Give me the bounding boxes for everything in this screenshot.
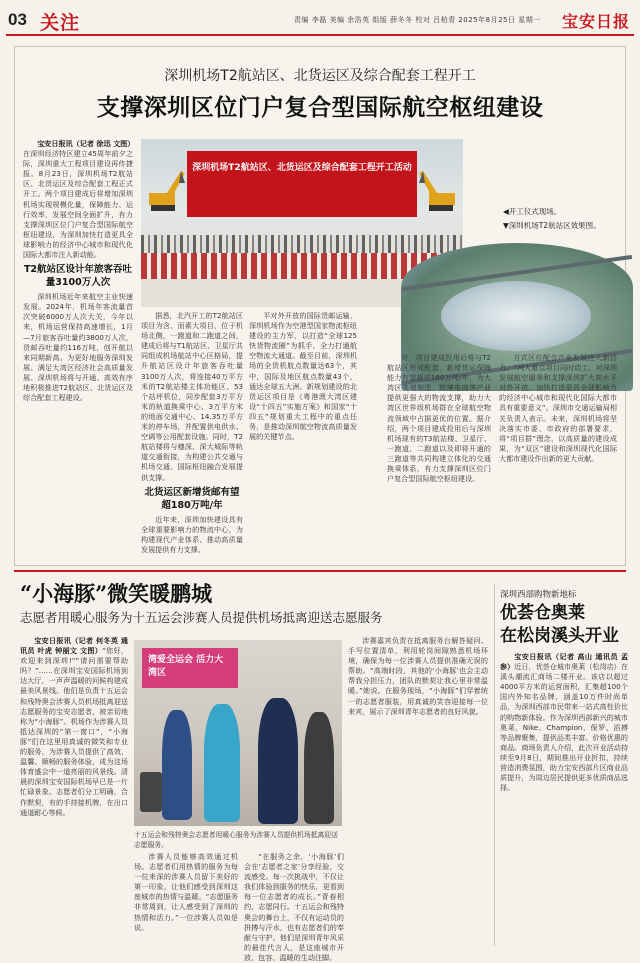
story-volunteer-byline: 宝安日报讯（记者 何冬英 通讯员 叶虎 钟丽文 文图）: [20, 636, 128, 656]
excavator-icon: [147, 163, 187, 213]
paper-masthead: 宝安日报: [561, 12, 630, 31]
caption-ceremony: ◀开工仪式现场。: [503, 207, 562, 216]
story-volunteer-headline: “小海豚”微笑暖鹏城: [20, 581, 213, 606]
traveler-figure: [304, 712, 334, 824]
story-airport-col3: [249, 311, 357, 555]
story-airport-col2b: 近年来，深圳加快建设具有全球重要影响力的物流中心，为构建现代产业体系、推动高质量发展提供有力支撑。: [141, 514, 243, 554]
story-airport-col1: [23, 139, 133, 549]
page-header: [6, 6, 634, 36]
volunteer-figure: [204, 704, 240, 822]
games-banner: 湾爱全运会 活力大湾区: [142, 648, 238, 688]
audience-crowd: [141, 235, 463, 253]
story-airport-byline: 宝安日报讯（记者 徐迅 文图）: [37, 139, 135, 148]
story-volunteer-col3b: [244, 852, 344, 962]
story-volunteer-col3: [348, 636, 488, 948]
section-title: 关注: [40, 12, 81, 34]
story-airport-col5-text: 方式区位配合产业发展注入新活力。“两大重点项目同时动工，对深圳发展航空服务和支撑深圳扩大高水平对外开放、加快打造更具全球影响力的经济中心城市和现代化国际大都市具有重要意义”。深圳市交通运输局相关负责人表示。未来，深圳机场将坚决落实市委、市政府的部署要求，将“项目群”理念，以高质量的建设成果，为“双区”建设和深圳现代化国际大都市建设作出新的更大贡献。: [499, 353, 617, 463]
story-outlet-body: [500, 652, 628, 948]
story-airport-col5: [499, 353, 617, 555]
story-airport-lead: 在深圳经济特区建立45周年前夕之际，深圳重大工程项目建设再传捷报。8月23日，深圳机场T2航站区、北货运区及综合配套工程正式开工。两个项目建成后将增加深圳机场实现规模化量，保障能力、运行效率，发展空间全面扩升，有力支撑深圳区位门户复合型国际航空枢纽建设，为深圳加快打造更具全球影响力的经济中心城市和现代化国际大都市注入新动能。: [23, 149, 133, 260]
story-airport-kicker: 深圳机场T2航站区、北货运区及综合配套工程开工: [164, 68, 476, 84]
story-outlet-byline: 宝安日报讯（记者 高山 通讯员 孟参）: [500, 652, 628, 672]
story-airport-col1b: 深圳机场近年来航空主业快速发展。2024年，机场年客流量首次突破6000万人次大关，今年以来，机场运营保持高速增长，1月—7月旅客吞吐量约3800万人次，货邮吞吐量约116万吨，创开航以来同期新高。为更好地服务深圳发展、满足大湾区经济社会高质量发展、深圳机场将与开通、高效有序地积极推进T2航站区、北货运区及综合配套工程建设。: [23, 292, 133, 403]
story-volunteer-col1: [20, 636, 128, 948]
section-divider: [14, 570, 626, 572]
story-volunteer-subhead: 志愿者用暖心服务为十五运会涉赛人员提供机场抵离迎送志愿服务: [20, 610, 383, 625]
story-volunteer-col3b-text: “在服务之余，‘小海豚’们会在‘志愿者之家’分享经验，交流感受。每一次挑战中，不仅让我们体验到服务的快乐，更看到每一位志愿者的成长。”青春相约，志愿同行。十五运会和残特奥会的舞台上，不仅有运动员的拼搏与汗水，也有志愿者们的奉献与守护。他们是深圳青年风采的最佳代言人，是这座城市开放、包容、温暖的生动注脚。: [244, 852, 344, 962]
story-airport-subhead1: T2航站区设计年旅客吞吐量3100万人次: [23, 264, 133, 289]
terminal-building: [441, 281, 591, 351]
story-outlet-headline-line1: 优荟仓奥莱: [500, 603, 585, 623]
story-volunteer-col2: [134, 852, 238, 948]
story-airport: [14, 46, 626, 566]
story-volunteer-col3-text: 涉赛嘉宾负责在抵离服务台解答疑问、手写位置清单，利用轮岗间隙熟悉机场环境，确保为每一位涉赛人员提供准确无误的帮助。“高端时段，其他的‘小海豚’也会主动帮我分担压力，团队的默契让我心里非常温暖。”她说。在服务现场，“小海豚”们穿着统一的志愿者服装，用真诚的笑容迎接每一位来宾，展示了深圳青年志愿者的良好风貌。: [348, 636, 488, 716]
volunteer-photo: [134, 640, 342, 826]
story-outlet-kicker: 深圳西部购物新地标: [500, 590, 577, 600]
story-outlet-headline: [500, 602, 619, 648]
story-outlet-text: 近日，优荟仓城市奥莱（松岗店）在溪头潮流汇商场二楼开业。该店以超过4000平方米的运营面积，汇集超100个国内外知名品牌，涵盖10万件时尚单品，为深圳西部市民带来一站式高性价比的购物新体验。作为深圳西部新兴的城市奥莱，Nike、Champion、保罗、滔搏等品牌聚集，提供品类丰富、价格优惠的商品。商场负责人介绍，此次开业活动持续至9月8日，期间推出开业折扣，持续营造消费氛围，助力宝安西部片区商业品质提升，为周边居民提供更多优质商品选择。: [500, 662, 629, 793]
story-volunteer-col2-text: 涉赛人员能够高效通过机场。志愿者们用热情的服务为每一位来深的涉赛人员留下美好的第一印象，让他们感受到深圳这座城市的热情与温暖。“志愿服务非常周到，让人感受到了深圳的热情和活力。”一位涉赛人员如是说。: [134, 852, 238, 932]
story-airport-col4: [387, 353, 491, 555]
story-airport-subhead2: 北货运区新增货邮有望超180万吨/年: [144, 486, 240, 511]
story-airport-headline: 支撑深圳区位门户复合型国际航空枢纽建设: [96, 94, 544, 121]
volunteer-figure: [162, 710, 192, 820]
suitcase: [140, 772, 162, 812]
story-outlet-headline-line2: 在松岗溪头开业: [500, 626, 619, 646]
ceremony-backdrop: [187, 151, 417, 217]
athlete-figure: [258, 698, 298, 824]
excavator-icon: [417, 163, 457, 213]
volunteer-photo-caption: 十五运会和残特奥会志愿者用暖心服务为涉赛人员提供机场抵离迎送志愿服务。: [134, 831, 338, 849]
story-airport-col4-text: 对，项目建成投用后将与T2航站区形成配套，新增货运保障能力有望超过180万吨/年，为大湾区高端制造、跨境电商等产业提供更强大的物流支撑，助力大湾区世界级机场群在全球航空物流领域中占据更优的位置。据介绍，两个项目建成投用后与深圳机场现有的T3航站楼、卫星厅、一跑道、二跑道以及即将开通的三跑道等共同构建立体化的交通换乘体系，有力支撑深圳区位门户复合型国际航空枢纽建设。: [387, 353, 491, 484]
caption-rendering: ▼深圳机场T2航站区效果图。: [503, 221, 601, 230]
story-airport-col2-text: 据悉，北汽开工的T2航站区项目为含、而素大项目，位于机场北侧，一跑道和二跑道之间，建成后将与T1航站区、卫星厅共同组成机场航站中心区格局，提升航站区设计年旅客吞吐量3100万人次，将连接40万平方米的T2航站楼主体功能区、53个站坪机位，同步配套3万平方米的轨道换乘中心、3万平方米的地面交通中心、14.35万平方米的停车场，并配置供电供水、空调等公用配套设施。同时，T2航站楼将与穗深、深大城际等轨道交通衔接，为构建公共交通与机场交通、国际枢纽融合发展提供支撑。: [141, 311, 243, 482]
story-airport-col3-text: 平对外开放的国际货邮运输，深圳机场作为空港型国家物流枢纽建设的主力军，以打造“全球125快货物流圈”为抓手，全力打通航空物流大通道。截至目前，深圳机场的全货机航点数量达63个，其中，国际及地区航点数量43个，通达全球五大洲。新规划建设的北货运区项目是《粤港澳大湾区建设“十四五”实施方案》和国家“十四五”规划重大工程中的重点任务，是推动深圳航空物流高质量发展的关键节点。: [249, 311, 357, 442]
column-rule: [494, 584, 495, 946]
ceremony-backdrop-title: 深圳机场T2航站区、北货运区及综合配套工程开工活动: [192, 163, 412, 173]
story-volunteer-lead: “您好，欢迎来到深圳!”“请问需要帮助吗？”……在深圳宝安国际机场到达大厅，一声声温暖的问候构建成最美风景线。他们是负责十五运会和残特奥会涉赛人员机场抵离迎送志愿服务的宝安志愿者，被亲切地称为“小海豚”。机场作为涉赛人员抵达深圳的“第一窗口”，“小海豚”们在这里用真诚的微笑和专业的服务，为涉赛人员提供了高效、温馨、顺畅的服务体验，成为这场体育盛会中一道亮丽的风景线。清晨的深圳宝安国际机场早已是一片忙碌景象。志愿者们分工明确，合作默契，有的手持接机牌，在出口通道耐心等候。: [20, 646, 128, 817]
page-number: 03: [8, 10, 27, 29]
editor-credits: 责编 李磊 美编 余浩英 组版 薛冬冬 校对 吕柏青 2025年8月25日 星期一: [294, 16, 541, 24]
story-airport-col2: [141, 311, 243, 555]
photo-captions: [503, 205, 601, 233]
